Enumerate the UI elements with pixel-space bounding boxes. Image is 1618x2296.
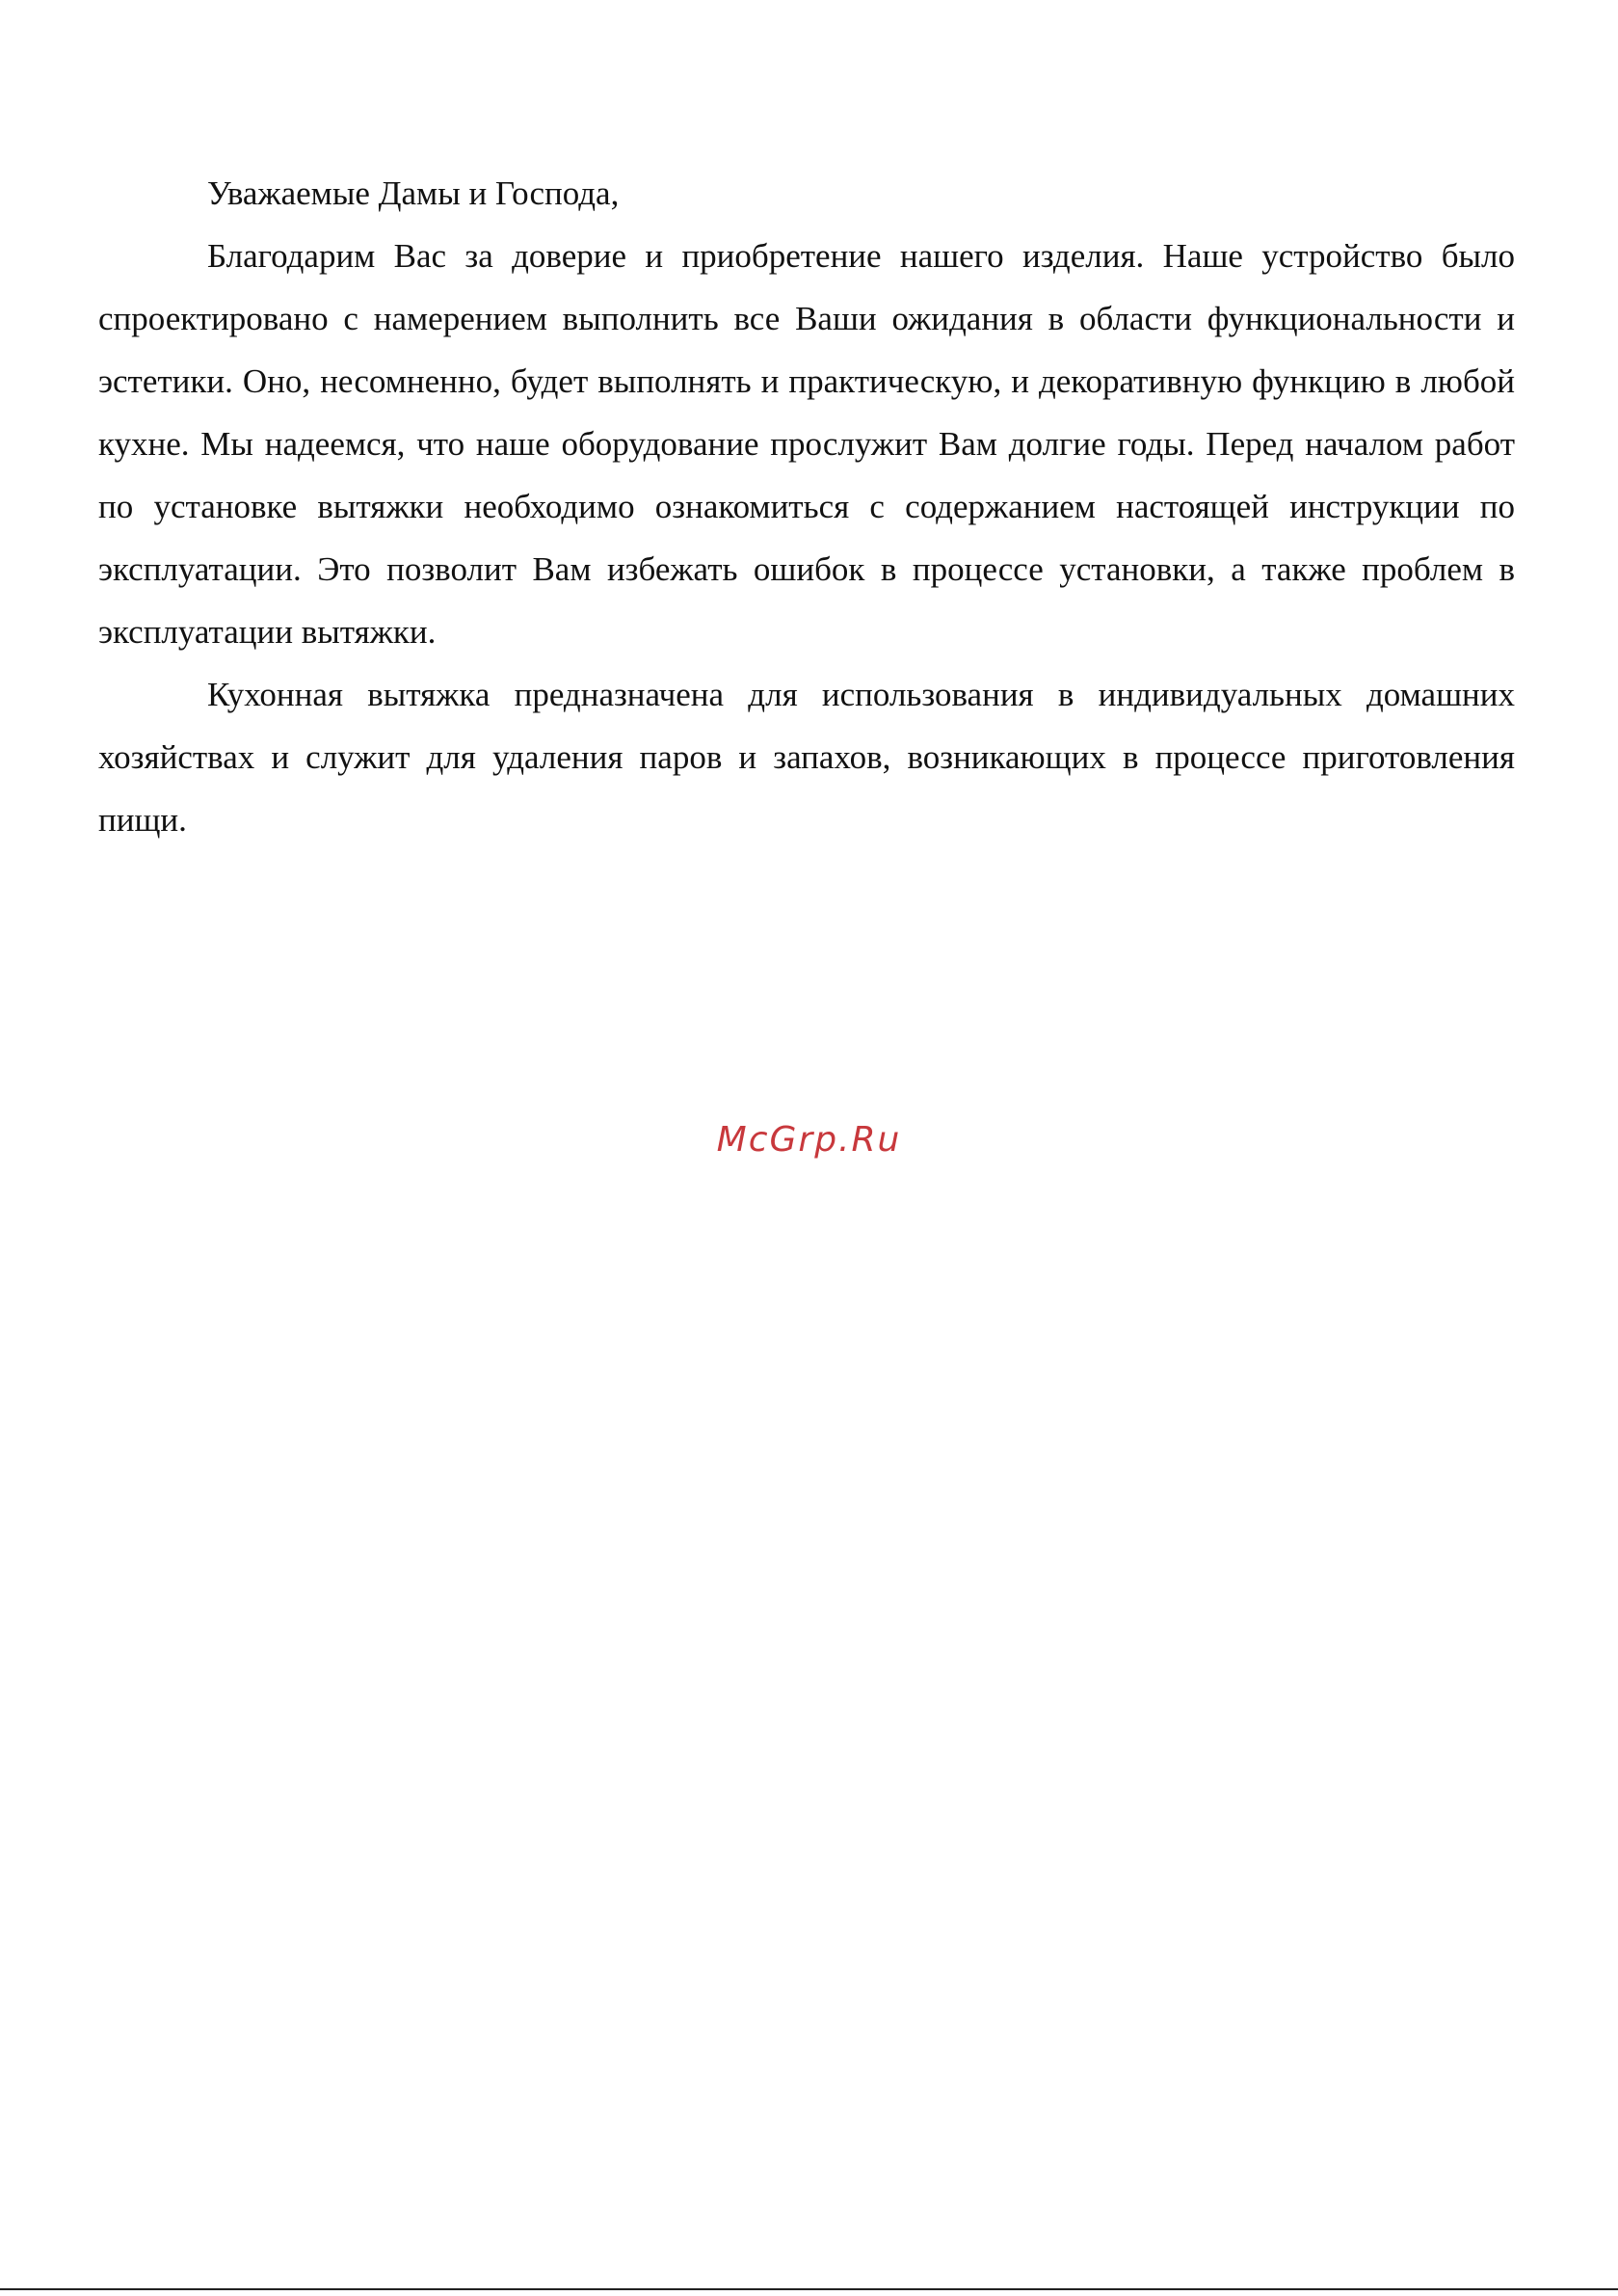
- intro-paragraph: Благодарим Вас за доверие и приобретение нашего изделия. Наше устройство было спроектировано с намерением выполнить все Ваши ожидания в области функциональности и эстетики. Оно, несомненно, будет выполнять и практическую, и декоративную функцию в любой кухне. Мы надеемся, что наше оборудование прослужит Вам долгие годы. Перед началом работ по установке вытяжки необходимо ознакомиться с содержанием настоящей инструкции по эксплуатации. Это позволит Вам избежать ошибок в процессе установки, а также проблем в эксплуатации вытяжки.: [98, 237, 1515, 651]
- document-body: [98, 162, 1515, 851]
- purpose-paragraph: Кухонная вытяжка предназначена для использования в индивидуальных домашних хозяйствах и служит для удаления паров и запахов, возникающих в процессе приготовления пищи.: [98, 676, 1515, 839]
- page-bottom-rule: [0, 2288, 1618, 2290]
- greeting-paragraph: Уважаемые Дамы и Господа,: [207, 174, 620, 212]
- watermark-logo: McGrp.Ru: [716, 1120, 902, 1160]
